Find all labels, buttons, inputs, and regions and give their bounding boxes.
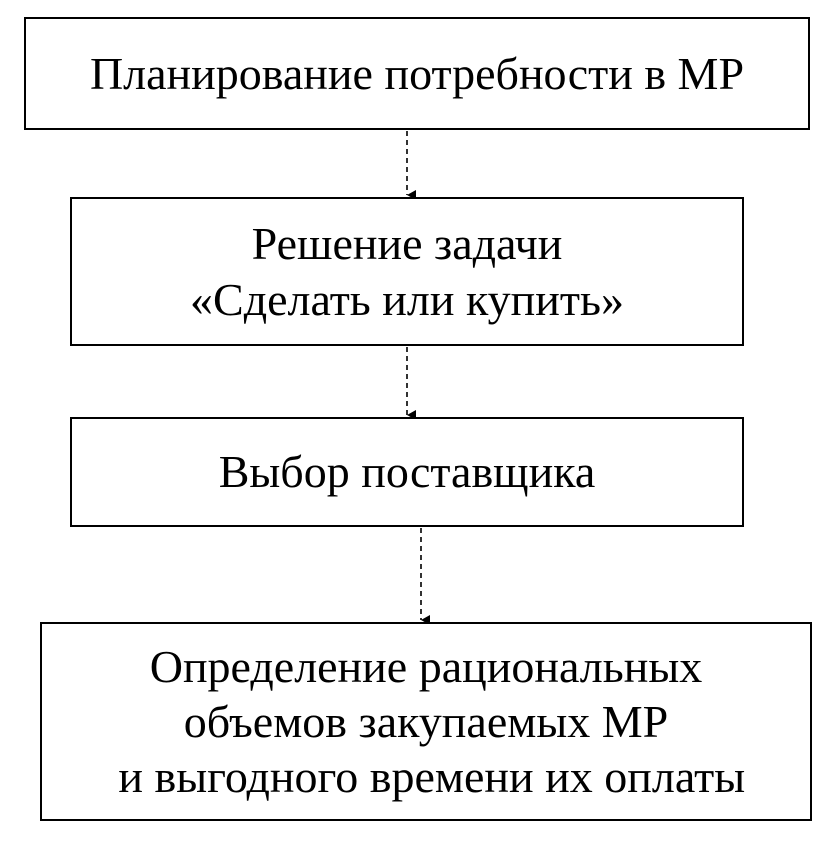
node-volumes-text-line-2: объемов закупаемых МР <box>183 695 669 747</box>
node-make-or-buy-text-line-2: «Сделать или купить» <box>190 273 624 325</box>
node-supplier-text: Выбор поставщика <box>218 446 596 498</box>
node-volumes-text-line-1: Определение рациональных <box>149 640 703 692</box>
node-make-or-buy <box>70 197 744 346</box>
node-make-or-buy-text-line-1: Решение задачи <box>251 218 563 270</box>
node-supplier <box>70 417 744 527</box>
node-volumes-text-line-3: и выгодного времени их оплаты <box>106 751 746 803</box>
node-planning <box>24 17 810 130</box>
node-volumes <box>40 622 812 821</box>
node-planning-text: Планирование потребности в МР <box>89 47 745 99</box>
